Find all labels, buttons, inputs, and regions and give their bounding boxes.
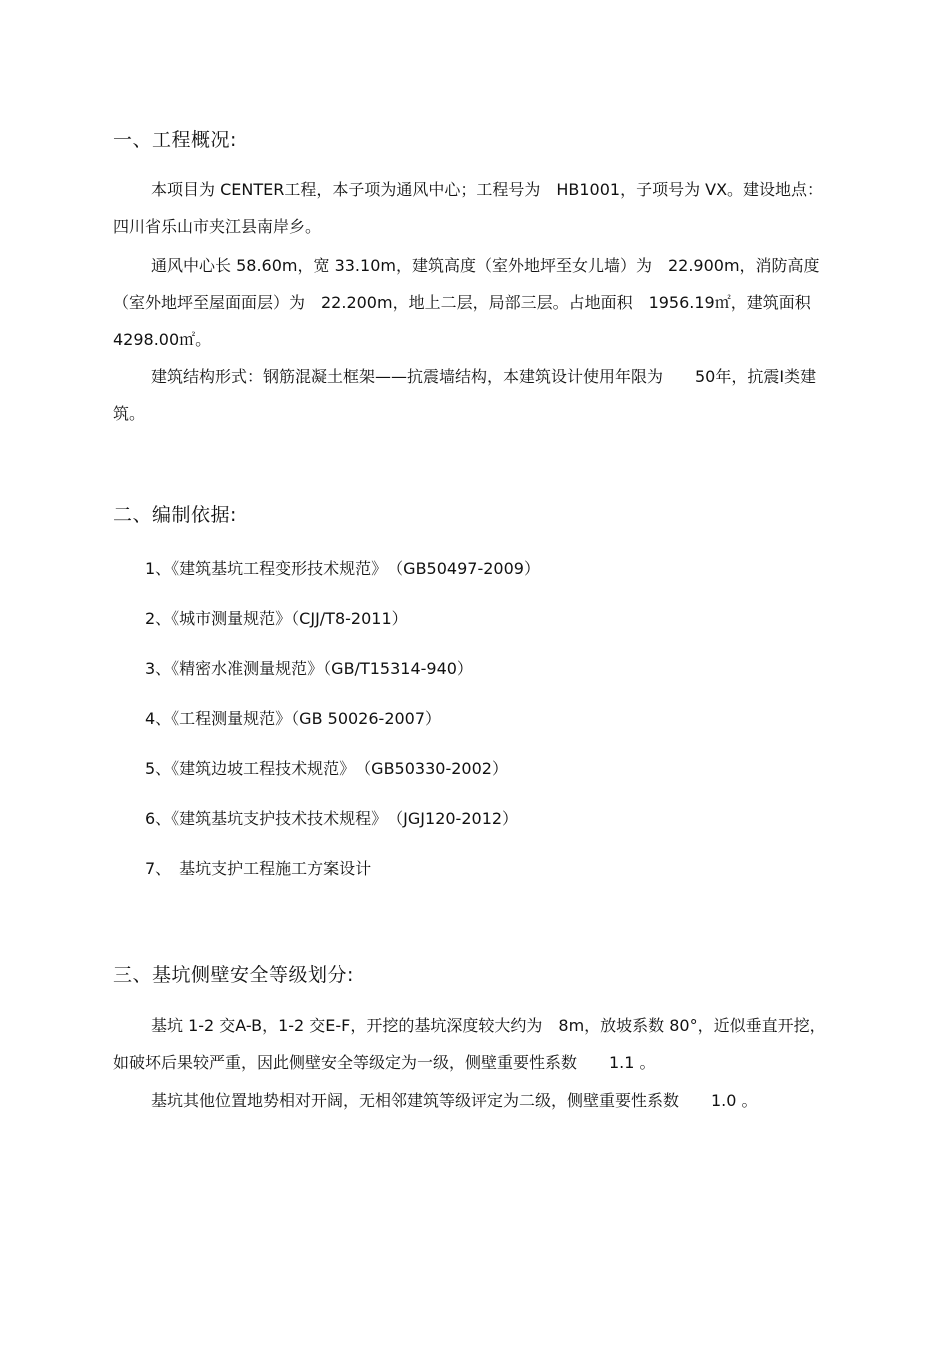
section-1-heading: 一、工程概况: [113,129,237,151]
reference-item: 5、《建筑边坡工程技术规范》 （GB50330-2002） [145,759,508,778]
reference-item: 4、《工程测量规范》（GB 50026-2007） [145,709,442,728]
section-3-heading: 三、基坑侧壁安全等级划分: [113,964,354,986]
reference-item: 2、《城市测量规范》（CJJ/T8-2011） [145,609,408,628]
section-1-paragraph-2: 通风中心长 58.60m，宽 33.10m，建筑高度（室外地坪至女儿墙）为 22.900m，消防高度（室外地坪至屋面面层）为 22.200m，地上二层，局部三层。占地面积 1956.19㎡，建筑面积 4298.00㎡。 [113,256,820,349]
reference-item: 1、《建筑基坑工程变形技术规范》 （GB50497-2009） [145,559,540,578]
section-1-paragraph-1: 本项目为 CENTER工程，本子项为通风中心；工程号为 HB1001，子项号为 VX。建设地点：四川省乐山市夹江县南岸乡。 [113,180,824,236]
section-2-heading: 二、编制依据: [113,504,237,526]
reference-item: 3、《精密水准测量规范》（GB/T15314-940） [145,659,473,678]
section-1-paragraph-3: 建筑结构形式：钢筋混凝土框架——抗震墙结构，本建筑设计使用年限为 50年，抗震Ⅰ类建筑。 [113,367,817,423]
section-3-paragraph-2: 基坑其他位置地势相对开阔，无相邻建筑等级评定为二级，侧壁重要性系数 1.0 。 [151,1091,758,1110]
section-3-paragraph-1: 基坑 1-2 交A-B，1-2 交E-F，开挖的基坑深度较大约为 8m，放坡系数 80°，近似垂直开挖，如破坏后果较严重，因此侧壁安全等级定为一级，侧壁重要性系数 1.1 。 [113,1016,826,1072]
reference-item: 6、《建筑基坑支护技术技术规程》 （JGJ120-2012） [145,809,519,828]
reference-item: 7、 基坑支护工程施工方案设计 [145,859,372,878]
